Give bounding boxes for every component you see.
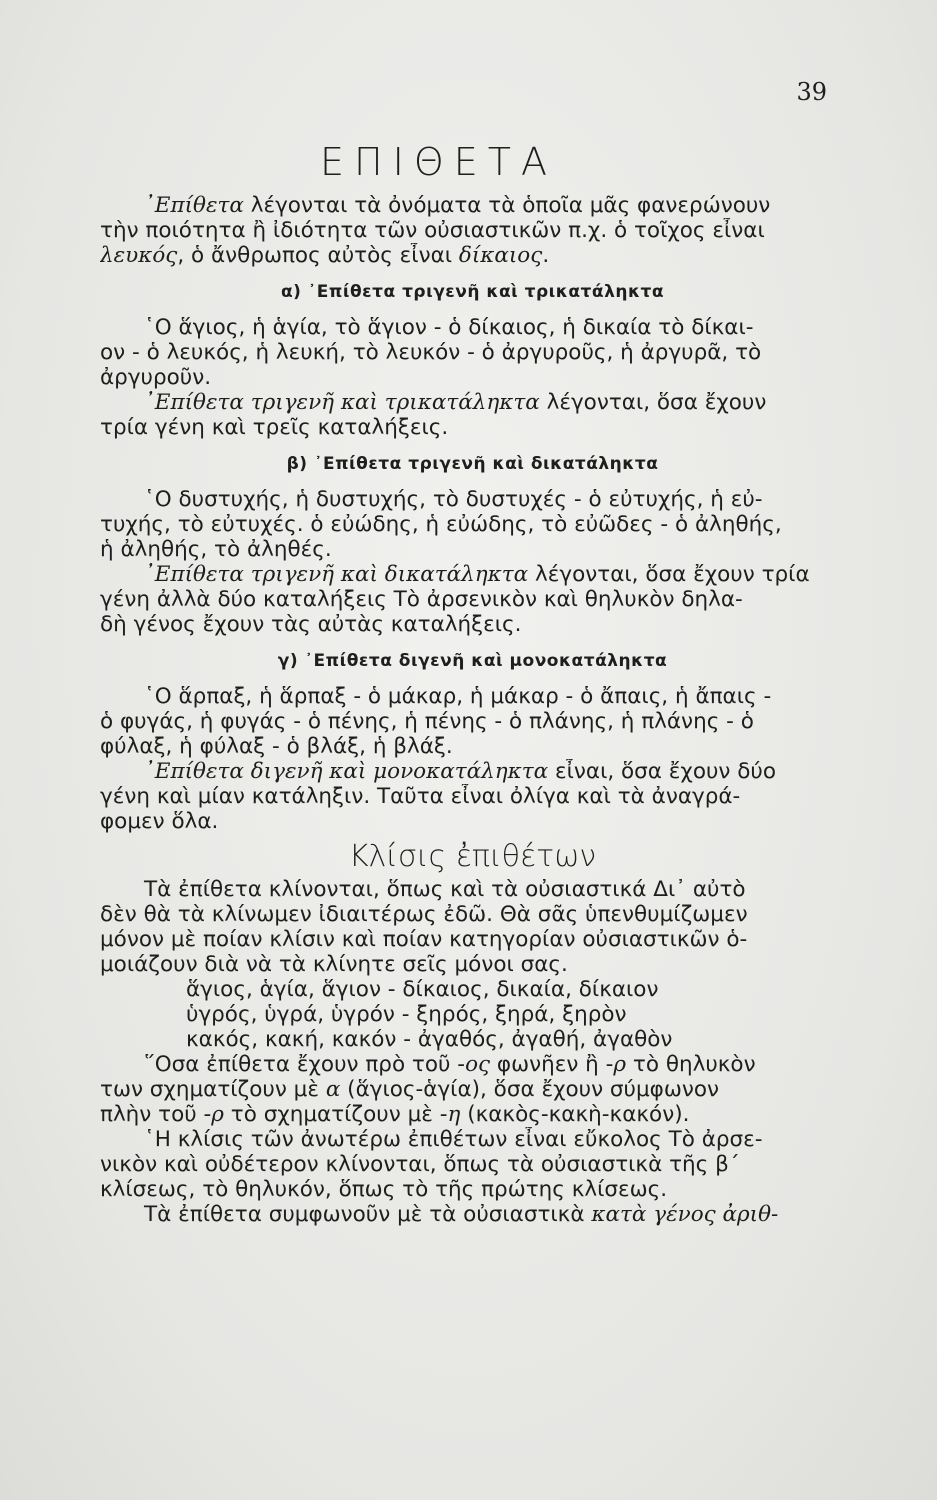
intro-example-2: δίκαιος	[458, 243, 543, 268]
rule-ending: ρ	[613, 1052, 627, 1077]
page-body	[100, 193, 845, 1227]
declension-line: δὲν θὰ τὰ κλίνωμεν ἰδιαιτέρως ἐδῶ. Θὰ σᾶς ὑπενθυμίζωμεν	[100, 902, 748, 927]
intro-example-1: λευκός	[100, 243, 178, 268]
section-c-definition-line: φομεν ὅλα.	[100, 809, 219, 834]
declension-rule-line	[100, 1077, 845, 1102]
section-c-line: φύλαξ, ἡ φύλαξ - ὁ βλάξ, ἡ βλάξ.	[100, 734, 453, 759]
definition-term: ᾿Επίθετα διγενῆ καὶ μονοκατάληκτα	[144, 759, 549, 784]
rule-text: των σχηματίζουν μὲ	[100, 1077, 326, 1102]
intro-term: ᾿Επίθετα	[144, 193, 244, 218]
declension-line: Τὰ ἐπίθετα κλίνονται, ὅπως καὶ τὰ οὐσιαστικά Δι᾿ αὐτὸ	[144, 877, 746, 902]
section-a-line: ῾Ο ἅγιος, ἡ ἁγία, τὸ ἅγιον - ὁ δίκαιος, ἡ δικαία τὸ δίκαι-	[144, 315, 754, 340]
section-b-line: τυχής, τὸ εὐτυχές. ὁ εὐώδης, ἡ εὐώδης, τὸ εὐῶδες - ὁ ἀληθής,	[100, 512, 782, 537]
rule-text: (ἅγιος-ἁγία), ὅσα ἔχουν σύμφωνον	[340, 1077, 720, 1102]
section-c-line: ὁ φυγάς, ἡ φυγάς - ὁ πένης, ἡ πένης - ὁ πλάνης, ἡ πλάνης - ὁ	[100, 709, 754, 734]
section-b-heading: β) ᾿Επίθετα τριγενῆ καὶ δικατάληκτα	[286, 454, 659, 474]
section-b-definition-line: δὴ γένος ἔχουν τὰς αὐτὰς καταλήξεις.	[100, 612, 522, 637]
rule-text: ῞Οσα ἐπίθετα ἔχουν πρὸ τοῦ -	[144, 1052, 466, 1077]
chapter-title: ΕΠΙΘΕΤΑ	[320, 140, 557, 184]
section-b-line: ῾Ο δυστυχής, ἡ δυστυχής, τὸ δυστυχές - ὁ εὐτυχής, ἡ εὐ-	[144, 487, 763, 512]
declension-line: κλίσεως, τὸ θηλυκόν, ὅπως τὸ τῆς πρώτης κλίσεως.	[100, 1177, 668, 1202]
section-c-line: ῾Ο ἅρπαξ, ἡ ἅρπαξ - ὁ μάκαρ, ἡ μάκαρ - ὁ ἄπαις, ἡ ἄπαις -	[144, 684, 772, 709]
definition-text: λέγονται, ὅσα ἔχουν	[539, 390, 767, 415]
example-line: ὑγρός, ὑγρά, ὑγρόν - ξηρός, ξηρά, ξηρὸν	[186, 1002, 627, 1027]
section-a-line: ον - ὁ λευκός, ἡ λευκή, τὸ λευκόν - ὁ ἀργυροῦς, ἡ ἀργυρᾶ, τὸ	[100, 340, 762, 365]
rule-ending: ρ	[211, 1102, 224, 1127]
intro-line-1	[100, 193, 845, 218]
declension-line: ῾Η κλίσις τῶν ἀνωτέρω ἐπιθέτων εἶναι εὔκολος Τὸ ἀρσε-	[144, 1127, 763, 1152]
rule-text: φωνῆεν ἢ -	[490, 1052, 614, 1077]
definition-term: ᾿Επίθετα τριγενῆ καὶ τρικατάληκτα	[144, 390, 540, 415]
declension-heading: Κλίσις ἐπιθέτων	[348, 839, 597, 874]
intro-text: .	[542, 243, 550, 268]
section-a-heading: α) ᾿Επίθετα τριγενῆ καὶ τρικατάληκτα	[280, 282, 665, 302]
rule-text: Τὰ ἐπίθετα συμφωνοῦν μὲ τὰ οὐσιαστικὰ	[144, 1202, 592, 1227]
page-number: 39	[796, 78, 827, 106]
declension-rule-line	[100, 1102, 845, 1127]
rule-text: (κακὸς-κακὴ-κακόν).	[460, 1102, 690, 1127]
example-line: κακός, κακή, κακόν - ἀγαθός, ἀγαθή, ἀγαθὸν	[186, 1027, 673, 1052]
rule-text: πλὴν τοῦ -	[100, 1102, 212, 1127]
declension-last-line	[100, 1202, 845, 1227]
declension-line: νικὸν καὶ οὐδέτερον κλίνονται, ὅπως τὰ οὐσιαστικὰ τῆς β´	[100, 1152, 740, 1177]
example-line: ἅγιος, ἁγία, ἅγιον - δίκαιος, δικαία, δίκαιον	[186, 977, 659, 1002]
section-c-definition-line: γένη καὶ μίαν κατάληξιν. Ταῦτα εἶναι ὀλίγα καὶ τὰ ἀναγρά-	[100, 784, 741, 809]
definition-text: εἶναι, ὅσα ἔχουν δύο	[548, 759, 777, 784]
section-a-definition	[100, 390, 845, 415]
intro-text: λέγονται τὰ ὀνόματα τὰ ὁποῖα μᾶς φανερώνουν	[243, 193, 771, 218]
rule-text: τὸ θηλυκὸν	[626, 1052, 756, 1077]
section-a-definition-line: τρία γένη καὶ τρεῖς καταλήξεις.	[100, 415, 449, 440]
declension-rule-line	[100, 1052, 845, 1077]
intro-line-2: τὴν ποιότητα ἢ ἰδιότητα τῶν οὐσιαστικῶν π.χ. ὁ τοῖχος εἶναι	[100, 218, 765, 243]
section-b-definition	[100, 562, 845, 587]
rule-italic-text: κατὰ γένος ἀριθ-	[591, 1202, 779, 1227]
definition-text: λέγονται, ὅσα ἔχουν τρία	[528, 562, 810, 587]
declension-line: μοιάζουν διὰ νὰ τὰ κλίνητε σεῖς μόνοι σας.	[100, 952, 568, 977]
rule-ending: η	[447, 1102, 461, 1127]
section-a-line: ἀργυροῦν.	[100, 365, 212, 390]
section-c-heading: γ) ᾿Επίθετα διγενῆ καὶ μονοκατάληκτα	[277, 651, 668, 671]
rule-ending: α	[325, 1077, 341, 1102]
section-b-definition-line: γένη ἀλλὰ δύο καταλήξεις Τὸ ἀρσενικὸν καὶ θηλυκὸν δηλα-	[100, 587, 743, 612]
definition-term: ᾿Επίθετα τριγενῆ καὶ δικατάληκτα	[144, 562, 529, 587]
intro-line-3	[100, 243, 845, 268]
rule-text: τὸ σχηματίζουν μὲ -	[223, 1102, 448, 1127]
rule-ending: ος	[465, 1052, 491, 1077]
declension-line: μόνον μὲ ποίαν κλίσιν καὶ ποίαν κατηγορίαν οὐσιαστικῶν ὁ-	[100, 927, 748, 952]
intro-text: , ὁ ἄνθρωπος αὐτὸς εἶναι	[177, 243, 459, 268]
section-c-definition	[100, 759, 845, 784]
section-b-line: ἡ ἀληθής, τὸ ἀληθές.	[100, 537, 332, 562]
